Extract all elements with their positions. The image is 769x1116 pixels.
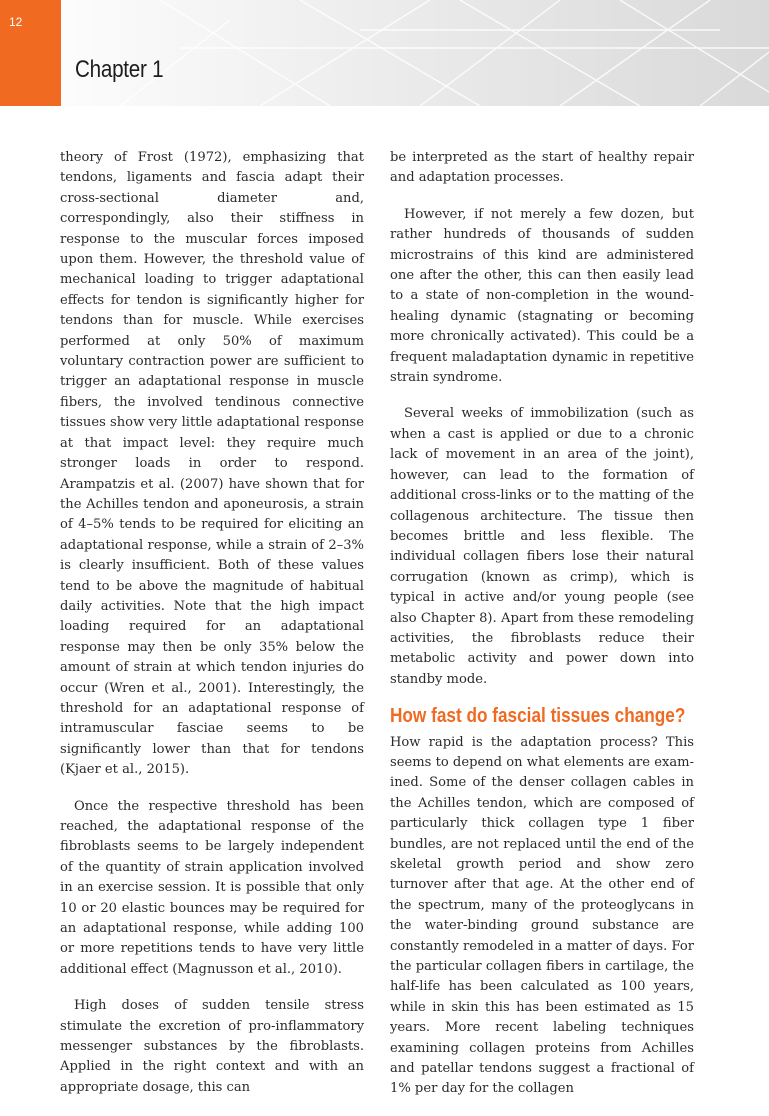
right-column <box>390 148 694 1116</box>
section-heading: How fast do fascial tissues change? <box>390 705 686 728</box>
body-paragraph: High doses of sudden tensile stress stimulate the excretion of pro-inflammatory messenger substances by the fibroblasts. Applied in the right context and with an appropriate dosage, this can <box>60 998 364 1095</box>
body-paragraph: How rapid is the adaptation process? This seems to depend on what elements are examined. Some of the denser collagen cables in the Achilles tendon, which are composed of particularly thick collagen type 1 fiber bundles, are not replaced until the end of the skeletal growth period and show zero turnover after that age. At the other end of the spectrum, many of the proteoglycans in the water-binding ground substance are constantly remodeled in a matter of days. For the particular collagen fibers in cartilage, the half-life has been calculated as 100 years, while in skin this has been estimated as 15 years. More recent labeling techniques examining collagen proteins from Achilles and patellar tendons suggest a fractional of 1% per day for the collagen <box>390 734 694 1097</box>
chapter-title: Chapter 1 <box>75 56 164 83</box>
page-number-tab <box>0 0 61 106</box>
body-paragraph: Several weeks of immobilization (such as when a cast is applied or due to a chronic lack of movement in an area of the joint), however, can lead to the formation of additional cross-links or to the matting of the collagenous architecture. The tissue then becomes brittle and less flexible. The individual collagen fibers lose their natural corrugation (known as crimp), which is typical in active and/or young people (see also Chapter 8). Apart from these remodeling activities, the fibroblasts reduce their metabolic activity and power down into standby mode. <box>390 406 694 687</box>
header-geometric-pattern <box>0 0 769 106</box>
left-column <box>60 148 364 1114</box>
page-number: 12 <box>9 15 23 29</box>
body-paragraph: Once the respective threshold has been reached, the adaptational response of the fibroblasts seems to be largely independent of the quantity of strain application involved in an exercise session. It is possible that only 10 or 20 elastic bounces may be required for an adaptational response, while adding 100 or more repetitions tends to have very little additional effect (Magnusson et al., 2010). <box>60 798 364 977</box>
body-paragraph: However, if not merely a few dozen, but rather hundreds of thousands of sudden microstrains of this kind are administered one after the other, this can then easily lead to a state of non-completion in the wound-healing dynamic (stagnating or becoming more chronically activated). This could be a frequent maladaptation dynamic in repetitive strain syndrome. <box>390 206 694 386</box>
body-paragraph: be interpreted as the start of healthy repair and adaptation processes. <box>390 150 694 186</box>
body-paragraph: theory of Frost (1972), emphasizing that tendons, ligaments and fascia adapt their cross-sectional diameter and, correspondingly, also their stiffness in response to the muscular forces imposed upon them. However, the threshold value of mechanical loading to trigger adaptational effects for tendon is significantly higher for tendons than for muscle. While exercises performed at only 50% of maximum voluntary contraction power are sufficient to trigger an adaptational response in muscle fibers, the involved tendinous connective tissues show very little adaptational response at that impact level: they require much stronger loads in order to respond. Arampatzis et al. (2007) have shown that for the Achilles tendon and aponeurosis, a strain of 4–5% tends to be required for eliciting an adaptational response, while a strain of 2–3% is clearly insufficient. Both of these values tend to be above the magnitude of habitual daily activities. Note that the high impact loading required for an adaptational response may then be only 35% below the amount of strain at which tendon injuries do occur (Wren et al., 2001). Interestingly, the threshold for an adaptational response of intramuscular fasciae seems to be significantly lower than that for tendons (Kjaer et al., 2015). <box>60 150 364 778</box>
page-header <box>0 0 769 106</box>
